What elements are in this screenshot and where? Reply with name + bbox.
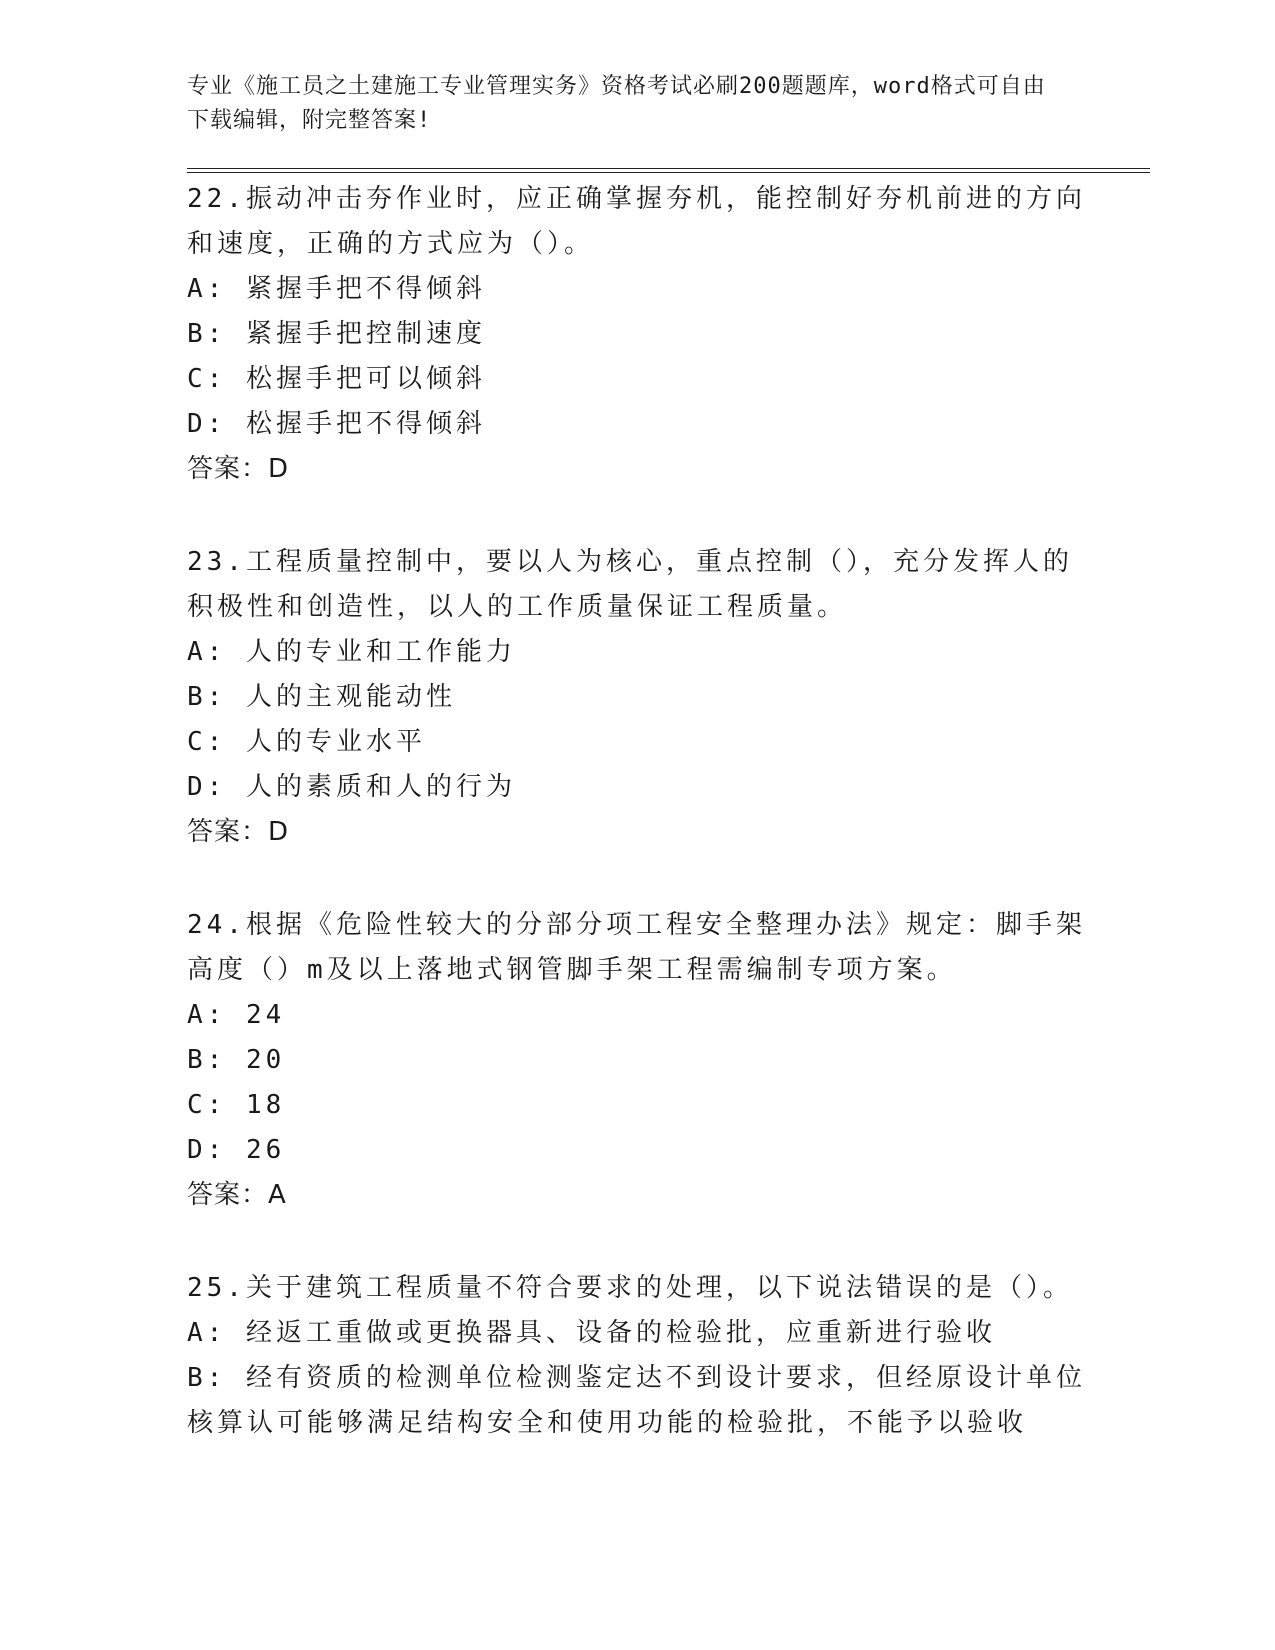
document-header: 专业《施工员之土建施工专业管理实务》资格考试必刷200题题库，word格式可自由下载编辑，附完整答案! <box>187 74 1046 133</box>
option-b: B: 经有资质的检测单位检测鉴定达不到设计要求，但经原设计单位核算认可能够满足结构安全和使用功能的检验批，不能予以验收 <box>187 1363 1086 1438</box>
question-23 <box>187 540 1147 855</box>
question-list <box>187 177 1147 1446</box>
option-b: B: 人的主观能动性 <box>187 682 456 712</box>
document-page <box>187 70 1147 1494</box>
rule-line-bottom <box>187 172 1150 173</box>
rule-line-top <box>187 168 1150 169</box>
option-a: A: 经返工重做或更换器具、设备的检验批，应重新进行验收 <box>187 1318 996 1348</box>
option-a: A: 紧握手把不得倾斜 <box>187 274 486 304</box>
option-b: B: 20 <box>187 1045 286 1075</box>
option-c: C: 18 <box>187 1090 286 1120</box>
header-double-rule <box>187 168 1150 173</box>
question-stem: 23.工程质量控制中，要以人为核心，重点控制（），充分发挥人的积极性和创造性，以人的工作质量保证工程质量。 <box>187 547 1073 622</box>
option-d: D: 人的素质和人的行为 <box>187 772 516 802</box>
question-24 <box>187 903 1147 1218</box>
option-b: B: 紧握手把控制速度 <box>187 319 486 349</box>
question-22 <box>187 177 1147 492</box>
option-c: C: 松握手把可以倾斜 <box>187 364 486 394</box>
option-a: A: 人的专业和工作能力 <box>187 637 516 667</box>
option-c: C: 人的专业水平 <box>187 727 426 757</box>
question-stem: 24.根据《危险性较大的分部分项工程安全整理办法》规定：脚手架高度（）m及以上落地式钢管脚手架工程需编制专项方案。 <box>187 910 1086 985</box>
question-stem: 22.振动冲击夯作业时，应正确掌握夯机，能控制好夯机前进的方向和速度，正确的方式应为（）。 <box>187 184 1086 259</box>
option-a: A: 24 <box>187 1000 286 1030</box>
answer: 答案：A <box>187 1180 287 1210</box>
option-d: D: 26 <box>187 1135 286 1165</box>
question-stem: 25.关于建筑工程质量不符合要求的处理，以下说法错误的是（）。 <box>187 1273 1073 1303</box>
answer: 答案：D <box>187 817 290 847</box>
question-25 <box>187 1266 1147 1446</box>
option-d: D: 松握手把不得倾斜 <box>187 409 486 439</box>
answer: 答案：D <box>187 454 290 484</box>
